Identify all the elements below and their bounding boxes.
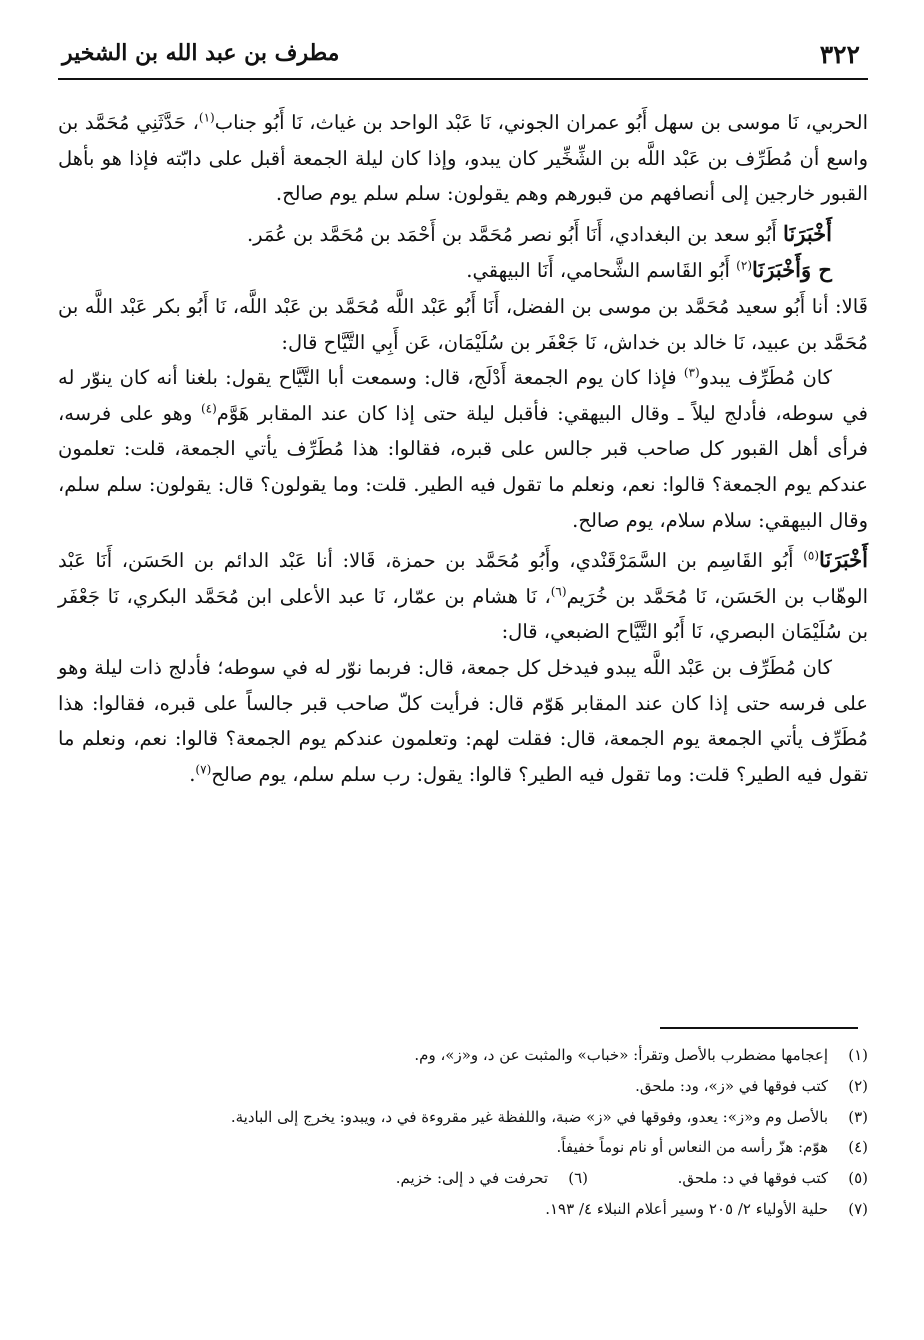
paragraph-text: ، حَدَّثَنِي مُحَمَّد بن واسع أن مُطَرِّف بن عَبْد اللَّه بن الشِّخِّير كان يبدو، وإذا كان ليلة الجمعة أقبل على دابّته فإذا هو بأهل القبور خارجين إلى أنصافهم من قبورهم وهم يقولون: سلم سلم يوم صالح. (58, 111, 868, 206)
footnote-number: (٧) (848, 1199, 868, 1218)
isnad-lead: ح وَأَخْبَرَنَا (752, 257, 832, 283)
paragraph-text: أَبُو سعد بن البغدادي، أَنَا أَبُو نصر مُحَمَّد بن أَحْمَد بن مُحَمَّد بن عُمَر. (246, 222, 784, 246)
footnote-number: (٥) (848, 1169, 868, 1188)
paragraph (58, 289, 868, 360)
main-text (58, 105, 868, 792)
footnote (58, 1132, 868, 1163)
footnote-text: كتب فوقها في «ز»، ود: ملحق. (635, 1076, 828, 1095)
footnote (58, 1102, 868, 1133)
paragraph-text: أَبُو القَاسم الشَّحامي، أَنَا البيهقي. (466, 259, 737, 283)
paragraph (58, 360, 868, 538)
footnote (58, 1163, 868, 1194)
paragraph-text: الحربي، نَا موسى بن سهل أَبُو عمران الجوني، نَا عَبْد الواحد بن غياث، نَا أَبُو جناب (214, 111, 868, 134)
paragraph-text: فإذا كان يوم الجمعة أَدْلَج، قال: وسمعت أبا التَّيَّاح يقول: بلغنا أنه كان ينوّر له في سوطه، فأدلج ليلاً ـ وقال البيهقي: فأقبل ليلة حتى إذا كان عند المقابر هَوَّم (58, 366, 869, 425)
footnote-marker: (٢) (736, 258, 752, 273)
paragraph (58, 216, 868, 253)
isnad-lead: أَخْبَرَنَا (819, 547, 868, 573)
paragraph-text: كان مُطَرِّف بن عَبْد اللَّه يبدو فيدخل كل جمعة، قال: فربما نوّر له في سوطه؛ فأدلج ذات ليلة وهو على فرسه حتى إذا كان عند المقابر هَوّم قال: فرأيت كلّ صاحب قبر جالساً على قبره، فقالوا: هذا مُطَرِّف يأتي الجمعة يوم الجمعة، قال: فقلت لهم: وتعلمون عندكم يوم الجمعة؟ قالوا: نعم، ونعلم ما تقول فيه الطير؟ قلت: وما تقول فيه الطير؟ قالوا: يقول: رب سلم سلم، يوم صالح (58, 655, 868, 786)
footnote-number: (٦) (568, 1169, 588, 1188)
footnote-divider (660, 1027, 858, 1029)
paragraph (58, 542, 868, 650)
footnote-number: (٣) (848, 1107, 868, 1126)
footnote-marker: (٧) (195, 762, 212, 777)
paragraph-text: كان مُطَرِّف يبدو (699, 366, 832, 390)
isnad-lead: أَخْبَرَنَا (783, 220, 832, 246)
footnote-text: هوّم: هزّ رأسه من النعاس أو نام نوماً خفيفاً. (556, 1138, 828, 1157)
paragraph-text: ، نَا هشام بن عمّار، نَا عبد الأعلى ابن مُحَمَّد البكري، نَا جَعْفَر بن سُلَيْمَان البصري، نَا أَبُو التَّيَّاح الضبعي، قال: (58, 584, 868, 644)
footnote-marker: (١) (198, 110, 215, 125)
footnote-text: بالأصل وم و«ز»: يعدو، وفوقها في «ز» ضبة، واللفظة غير مقروءة في د، ويبدو: يخرج إلى البادية. (230, 1107, 828, 1126)
footnote-marker: (٦) (550, 584, 567, 599)
footnote-marker: (٣) (683, 365, 700, 380)
paragraph-text: . (189, 762, 196, 786)
footnote-number: (١) (848, 1046, 868, 1064)
page-number: ٣٢٢ (819, 40, 860, 69)
footnote (58, 1071, 868, 1102)
footnote-text: إعجامها مضطرب بالأصل وتقرأ: «خباب» والمثبت عن د، و«ز»، وم. (414, 1046, 828, 1064)
paragraph-text: أَبُو القَاسِم بن السَّمَرْقَنْدي، وأَبُو مُحَمَّد بن حمزة، قَالا: أنا عَبْد الدائم بن الحَسَن، أَنَا عَبْد الوهّاب بن الحَسَن، نَا مُحَمَّد بن خُرَيم (58, 549, 868, 608)
footnote (58, 1040, 868, 1071)
paragraph-text: قَالا: أنا أَبُو سعيد مُحَمَّد بن موسى بن الفضل، أَنَا أَبُو عَبْد اللَّه مُحَمَّد بن عَبْد اللَّه، نَا أَبُو بكر عَبْد اللَّه بن مُحَمَّد بن عبيد، نَا خالد بن خداش، نَا جَعْفَر بن سُلَيْمَان، عَن أَبِي التَّيَّاح قال: (58, 294, 868, 354)
page-header (58, 38, 868, 80)
paragraph (58, 105, 868, 212)
paragraph (58, 650, 868, 792)
running-title: مطرف بن عبد الله بن الشخير (62, 40, 340, 66)
footnote-marker: (٥) (803, 548, 820, 563)
footnote-text: حلية الأولياء ٢/ ٢٠٥ وسير أعلام النبلاء ٤/ ١٩٣. (545, 1199, 828, 1218)
footnotes (58, 1040, 868, 1225)
footnote-number: (٢) (848, 1076, 868, 1095)
footnote (58, 1194, 868, 1225)
footnote-number: (٤) (848, 1138, 868, 1157)
footnote-text: تحرفت في د إلى: خزيم. (395, 1169, 548, 1188)
paragraph-text: وهو على فرسه، فرأى أهل القبور كل صاحب قبر جالس على قبره، فقالوا: هذا مُطَرِّف يأتي الجمعة، قلت: تعلمون عندكم يوم الجمعة؟ قالوا: نعم، ونعلم ما تقول فيه الطير. قلت: وما يقولون؟ قال: يقولون: سلم سلم، وقال البيهقي: سلام سلام، يوم صالح. (58, 401, 868, 532)
paragraph (58, 252, 868, 289)
footnote-text: كتب فوقها في د: ملحق. (677, 1169, 828, 1188)
footnote-marker: (٤) (200, 401, 217, 416)
